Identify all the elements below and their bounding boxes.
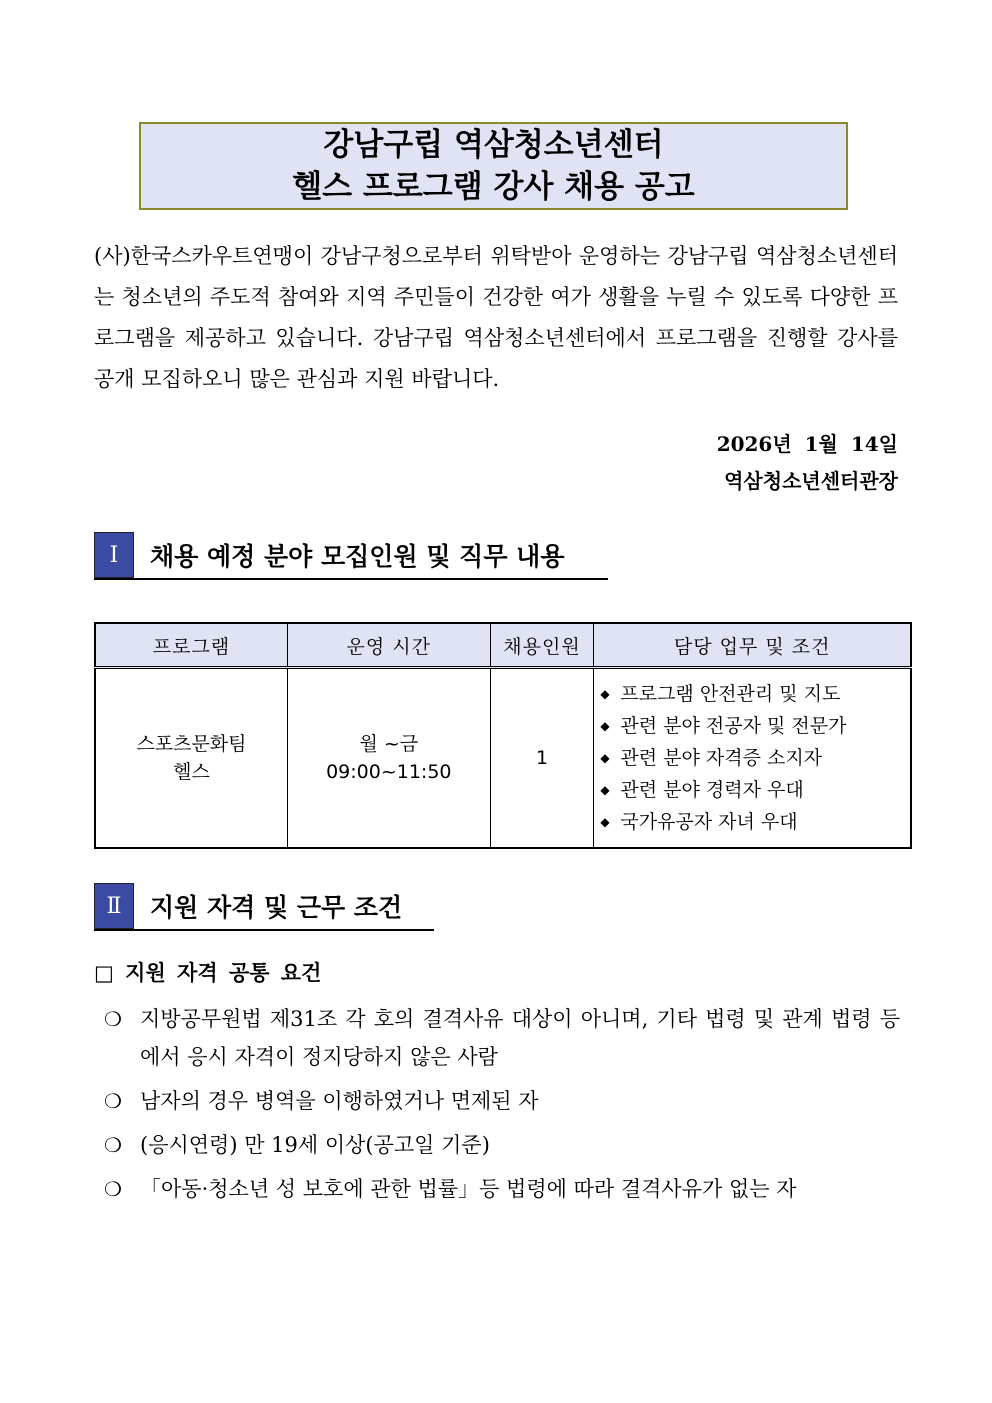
duty-item <box>600 710 910 742</box>
duty-text: 관련 분야 전공자 및 전문가 <box>620 715 847 737</box>
header-duties: 담당 업무 및 조건 <box>594 623 911 668</box>
section2-title: 지원 자격 및 근무 조건 <box>150 893 403 922</box>
program-name: 헬스 <box>173 761 210 783</box>
diamond-bullet-icon: ◆ <box>600 719 610 733</box>
header-time: 운영 시간 <box>287 623 490 668</box>
duty-item <box>600 678 910 710</box>
circle-bullet-icon: ❍ <box>104 1089 122 1113</box>
section1-title: 채용 예정 분야 모집인원 및 직무 내용 <box>150 542 565 571</box>
diamond-bullet-icon: ◆ <box>600 815 610 829</box>
program-team: 스포츠문화팀 <box>136 733 247 755</box>
time-hours: 09:00~11:50 <box>326 761 452 783</box>
duty-text: 관련 분야 경력자 우대 <box>620 779 804 801</box>
section2-number: Ⅱ <box>94 883 134 929</box>
requirement-text: 「아동·청소년 성 보호에 관한 법률」등 법령에 따라 결격사유가 없는 자 <box>140 1177 797 1201</box>
section1-header <box>94 532 608 580</box>
section2-header <box>94 883 434 931</box>
duty-text: 국가유공자 자녀 우대 <box>620 811 798 833</box>
list-item <box>104 1126 900 1164</box>
requirement-text: 지방공무원법 제31조 각 호의 결격사유 대상이 아니며, 기타 법령 및 관계 법령 등에서 응시 자격이 정지당하지 않은 사람 <box>140 1007 900 1069</box>
requirements-list <box>104 1000 900 1214</box>
table-header-row <box>95 623 911 668</box>
diamond-bullet-icon: ◆ <box>600 783 610 797</box>
list-item <box>104 1082 900 1120</box>
circle-bullet-icon: ❍ <box>104 1177 122 1201</box>
duty-item <box>600 806 910 838</box>
notice-title-box <box>139 122 848 210</box>
duty-text: 관련 분야 자격증 소지자 <box>620 747 823 769</box>
title-line2: 헬스 프로그램 강사 채용 공고 <box>292 169 695 205</box>
requirement-text: (응시연령) 만 19세 이상(공고일 기준) <box>140 1133 490 1157</box>
circle-bullet-icon: ❍ <box>104 1133 122 1157</box>
diamond-bullet-icon: ◆ <box>600 751 610 765</box>
cell-time <box>287 668 490 849</box>
intro-paragraph: (사)한국스카우트연맹이 강남구청으로부터 위탁받아 운영하는 강남구립 역삼청소년센터는 청소년의 주도적 참여와 지역 주민들이 건강한 여가 생활을 누릴 수 있도록 다양한 프로그램을 제공하고 있습니다. 강남구립 역삼청소년센터에서 프로그램을 진행할 강사를 공개 모집하오니 많은 관심과 지원 바랍니다. <box>94 244 898 391</box>
header-program: 프로그램 <box>95 623 287 668</box>
cell-program <box>95 668 287 849</box>
diamond-bullet-icon: ◆ <box>600 687 610 701</box>
table-row <box>95 668 911 849</box>
requirements-heading: □ 지원 자격 공통 요건 <box>94 960 322 985</box>
list-item <box>104 1170 900 1208</box>
duty-item <box>600 774 910 806</box>
notice-date: 2026년 1월 14일 <box>716 432 898 456</box>
cell-count: 1 <box>490 668 594 849</box>
notice-issuer: 역삼청소년센터관장 <box>724 469 898 493</box>
duty-item <box>600 742 910 774</box>
header-count: 채용인원 <box>490 623 594 668</box>
cell-duties <box>594 668 911 849</box>
duty-text: 프로그램 안전관리 및 지도 <box>620 683 841 705</box>
list-item <box>104 1000 900 1076</box>
requirement-text: 남자의 경우 병역을 이행하였거나 면제된 자 <box>140 1089 539 1113</box>
section1-number: Ⅰ <box>94 532 134 578</box>
title-line1: 강남구립 역삼청소년센터 <box>323 127 664 163</box>
time-days: 월 ~금 <box>359 733 419 755</box>
circle-bullet-icon: ❍ <box>104 1007 122 1031</box>
program-table <box>94 622 912 849</box>
